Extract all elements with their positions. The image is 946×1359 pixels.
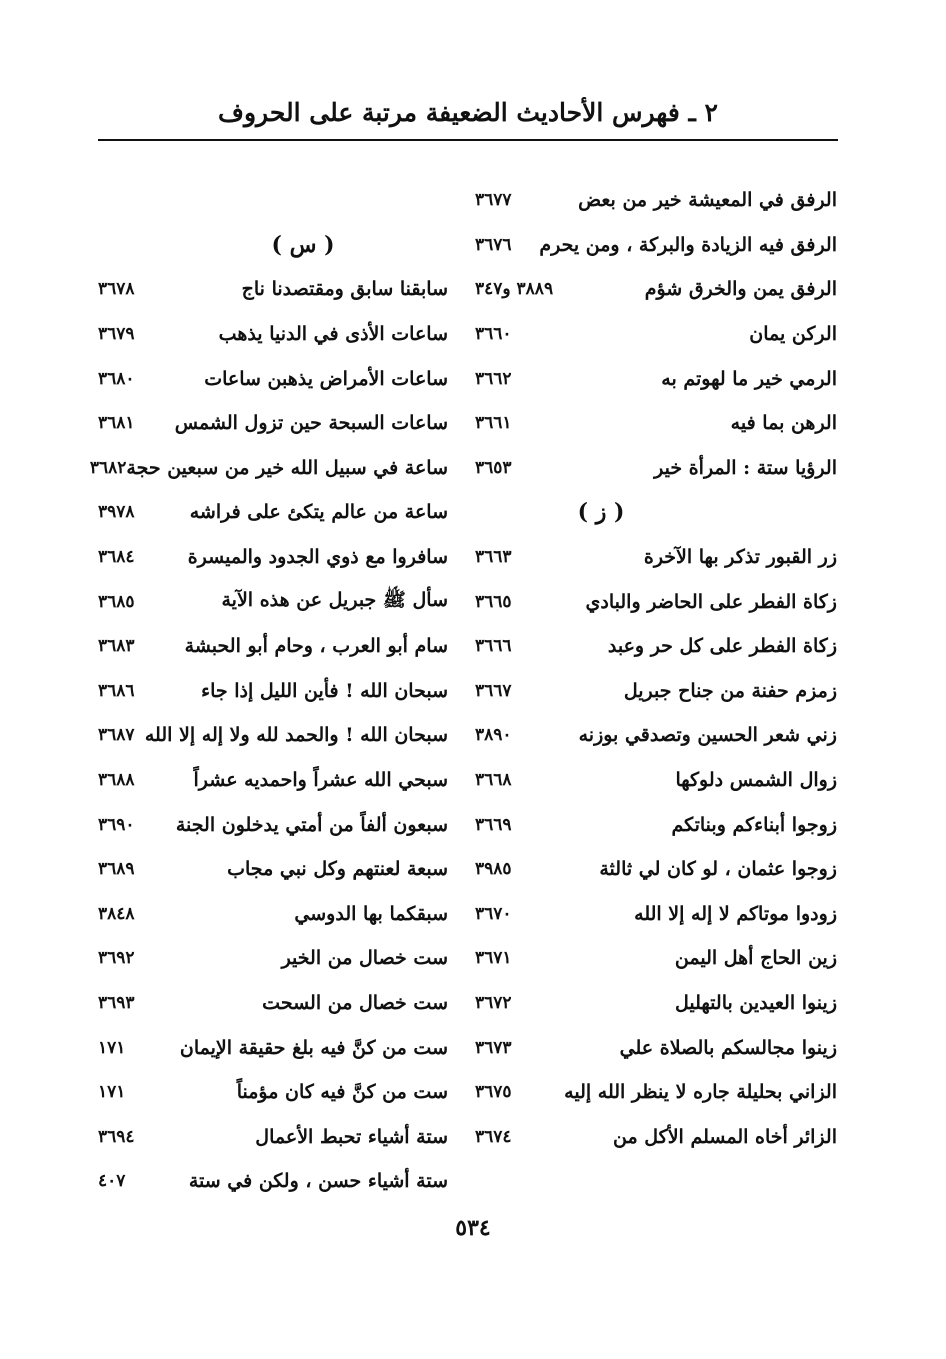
left-column xyxy=(89,178,448,1204)
entry-number: ١٧١ xyxy=(98,1037,126,1058)
entry-number: ٣٦٧٩ xyxy=(98,324,135,345)
entry-text: زوال الشمس دلوكها xyxy=(675,769,837,792)
header-rule xyxy=(98,139,838,141)
entry-number: ٣٦٧٥ xyxy=(475,1082,512,1103)
entry-number: ٣٦٧٦ xyxy=(475,234,512,255)
entry-number: ٣٦٦٧ xyxy=(475,680,512,701)
page-number: ٥٣٤ xyxy=(455,1215,491,1241)
entry-number: ٣٦٨٦ xyxy=(98,680,135,701)
entry-text: زكاة الفطر على كل حر وعبد xyxy=(607,635,837,658)
section-heading-seen: ( س ) xyxy=(271,231,335,258)
index-entry xyxy=(98,535,448,580)
entry-text: ساعات السبحة حين تزول الشمس xyxy=(174,412,448,435)
entry-text: زين الحاج أهل اليمن xyxy=(674,947,837,970)
index-entry xyxy=(475,713,837,758)
index-entry xyxy=(89,446,448,491)
entry-text: الرفق فيه الزيادة والبركة ، ومن يحرم xyxy=(539,233,837,256)
entry-text: الرفق يمن والخرق شؤم xyxy=(644,278,837,301)
entry-number: ٣٦٦١ xyxy=(475,413,512,434)
entry-text: ست خصال من الخير xyxy=(281,947,448,970)
index-entry xyxy=(98,669,448,714)
entry-text: الرفق في المعيشة خير من بعض xyxy=(578,189,837,212)
index-entry xyxy=(475,624,837,669)
index-entry xyxy=(98,624,448,669)
entry-number: ٣٨٩٠ xyxy=(475,725,512,746)
spacer xyxy=(98,178,448,223)
entry-number: ٣٦٨٣ xyxy=(98,636,135,657)
entry-number: ٤٠٧ xyxy=(98,1171,126,1192)
entry-number: ٣٦٩٣ xyxy=(98,992,135,1013)
entry-number: ٣٦٧٧ xyxy=(475,190,512,211)
entry-number: ٣٦٦٣ xyxy=(475,547,512,568)
entry-number: ٣٨٨٩ و٣٤٧ xyxy=(475,279,554,300)
index-entry xyxy=(98,1025,448,1070)
index-entry xyxy=(98,490,448,535)
index-entry xyxy=(475,758,837,803)
entry-number: ١٧١ xyxy=(98,1082,126,1103)
entry-number: ٣٦٦٢ xyxy=(475,368,512,389)
entry-number: ٣٦٨٤ xyxy=(98,547,135,568)
index-entry xyxy=(98,758,448,803)
index-entry xyxy=(475,892,837,937)
entry-number: ٣٦٨١ xyxy=(98,413,135,434)
entry-number: ٣٦٩٤ xyxy=(98,1126,135,1147)
entry-text: زني شعر الحسين وتصدقي بوزنه xyxy=(578,724,837,747)
entry-number: ٣٦٦٥ xyxy=(475,591,512,612)
index-entry xyxy=(98,1070,448,1115)
entry-text: زينوا مجالسكم بالصلاة علي xyxy=(619,1036,837,1059)
section-heading-zay: ( ز ) xyxy=(577,499,625,526)
index-entry xyxy=(98,892,448,937)
entry-number: ٣٦٨٥ xyxy=(98,591,135,612)
index-entry xyxy=(98,1159,448,1204)
entry-number: ٣٦٩٠ xyxy=(98,814,135,835)
entry-text: ستة أشياء حسن ، ولكن في ستة xyxy=(188,1170,448,1193)
index-entry xyxy=(475,535,837,580)
entry-text: سبعة لعنتهم وكل نبي مجاب xyxy=(227,858,448,881)
entry-text: ستة أشياء تحبط الأعمال xyxy=(255,1125,448,1148)
entry-text: سابقنا سابق ومقتصدنا ناج xyxy=(241,278,448,301)
entry-text: ست من كنَّ فيه بلغ حقيقة الإيمان xyxy=(179,1036,448,1059)
entry-text: ساعة في سبيل الله خير من سبعين حجة xyxy=(126,456,448,479)
entry-number: ٣٦٩٢ xyxy=(98,948,135,969)
index-entry xyxy=(475,847,837,892)
index-entry xyxy=(98,713,448,758)
index-entry xyxy=(475,401,837,446)
entry-number: ٣٦٧٢ xyxy=(475,992,512,1013)
index-entry xyxy=(98,802,448,847)
entry-text: الرمي خير ما لهوتم به xyxy=(661,367,837,390)
entry-number: ٣٦٧٨ xyxy=(98,279,135,300)
entry-text: زوجوا عثمان ، لو كان لي ثالثة xyxy=(599,858,837,881)
entry-number: ٣٦٦٦ xyxy=(475,636,512,657)
index-entry xyxy=(98,356,448,401)
entry-number: ٣٦٧٠ xyxy=(475,903,512,924)
entry-number: ٣٦٦٨ xyxy=(475,770,512,791)
entry-text: زوجوا أبناءكم وبناتكم xyxy=(671,813,837,836)
index-entry xyxy=(475,223,837,268)
index-entry xyxy=(98,847,448,892)
entry-number: ٣٦٨٢ xyxy=(89,457,127,478)
entry-text: ست من كنَّ فيه كان مؤمناً xyxy=(236,1081,448,1104)
entry-number: ٣٦٨٧ xyxy=(98,725,135,746)
index-entry xyxy=(98,1114,448,1159)
index-entry xyxy=(475,802,837,847)
entry-number: ٣٦٧٣ xyxy=(475,1037,512,1058)
index-entry xyxy=(475,446,837,491)
entry-text: سأل ﷺ جبريل عن هذه الآية xyxy=(221,588,448,611)
index-entry xyxy=(98,981,448,1026)
entry-number: ٣٩٨٥ xyxy=(475,859,512,880)
index-entry xyxy=(98,579,448,624)
entry-text: سبحان الله ! فأين الليل إذا جاء xyxy=(201,679,448,702)
entry-number: ٣٦٥٣ xyxy=(475,457,512,478)
index-entry xyxy=(98,401,448,446)
index-entry xyxy=(475,669,837,714)
index-entry xyxy=(475,267,837,312)
index-entry xyxy=(475,1114,837,1159)
index-entry xyxy=(98,312,448,357)
entry-number: ٣٦٧١ xyxy=(475,948,512,969)
entry-number: ٣٦٨٨ xyxy=(98,770,135,791)
entry-number: ٣٦٦٠ xyxy=(475,324,512,345)
entry-text: زر القبور تذكر بها الآخرة xyxy=(643,546,837,569)
entry-text: سبقكما بها الدوسي xyxy=(294,902,448,925)
index-entry xyxy=(475,1070,837,1115)
entry-number: ٣٩٧٨ xyxy=(98,502,135,523)
entry-text: سبحان الله ! والحمد لله ولا إله إلا الله xyxy=(144,724,448,747)
index-entry xyxy=(475,356,837,401)
index-entry xyxy=(475,936,837,981)
index-entry xyxy=(475,178,837,223)
index-entry xyxy=(475,312,837,357)
index-entry xyxy=(475,1025,837,1070)
entry-text: الرؤيا ستة : المرأة خير xyxy=(654,456,837,479)
entry-number: ٣٦٦٩ xyxy=(475,814,512,835)
index-entry xyxy=(475,981,837,1026)
entry-text: سبعون ألفاً من أمتي يدخلون الجنة xyxy=(175,813,448,836)
entry-text: الزاني بحليلة جاره لا ينظر الله إليه xyxy=(564,1081,837,1104)
right-column xyxy=(475,178,837,1159)
entry-text: ساعة من عالم يتكئ على فراشه xyxy=(189,501,448,524)
index-entry xyxy=(98,936,448,981)
entry-text: ساعات الأمراض يذهبن ساعات xyxy=(204,367,448,390)
index-entry xyxy=(98,267,448,312)
entry-text: ساعات الأذى في الدنيا يذهب xyxy=(218,323,448,346)
entry-text: سام أبو العرب ، وحام أبو الحبشة xyxy=(184,635,448,658)
entry-text: ست خصال من السحت xyxy=(262,991,448,1014)
entry-number: ٣٨٤٨ xyxy=(98,903,135,924)
entry-text: زينوا العيدين بالتهليل xyxy=(675,991,837,1014)
entry-number: ٣٦٨٩ xyxy=(98,859,135,880)
entry-number: ٣٦٨٠ xyxy=(98,368,135,389)
page-header: ٢ ـ فهرس الأحاديث الضعيفة مرتبة على الحروف xyxy=(218,98,718,127)
entry-text: زكاة الفطر على الحاضر والبادي xyxy=(585,590,837,613)
entry-text: الرهن بما فيه xyxy=(730,412,837,435)
entry-text: الزائر أخاه المسلم الأكل من xyxy=(613,1125,837,1148)
entry-text: سبحي الله عشراً واحمديه عشراً xyxy=(193,769,448,792)
entry-number: ٣٦٧٤ xyxy=(475,1126,512,1147)
index-entry xyxy=(475,579,837,624)
entry-text: زمزم حفنة من جناح جبريل xyxy=(623,679,837,702)
entry-text: زودوا موتاكم لا إله إلا الله xyxy=(634,902,837,925)
entry-text: سافروا مع ذوي الجدود والميسرة xyxy=(187,546,448,569)
entry-text: الركن يمان xyxy=(749,323,837,346)
